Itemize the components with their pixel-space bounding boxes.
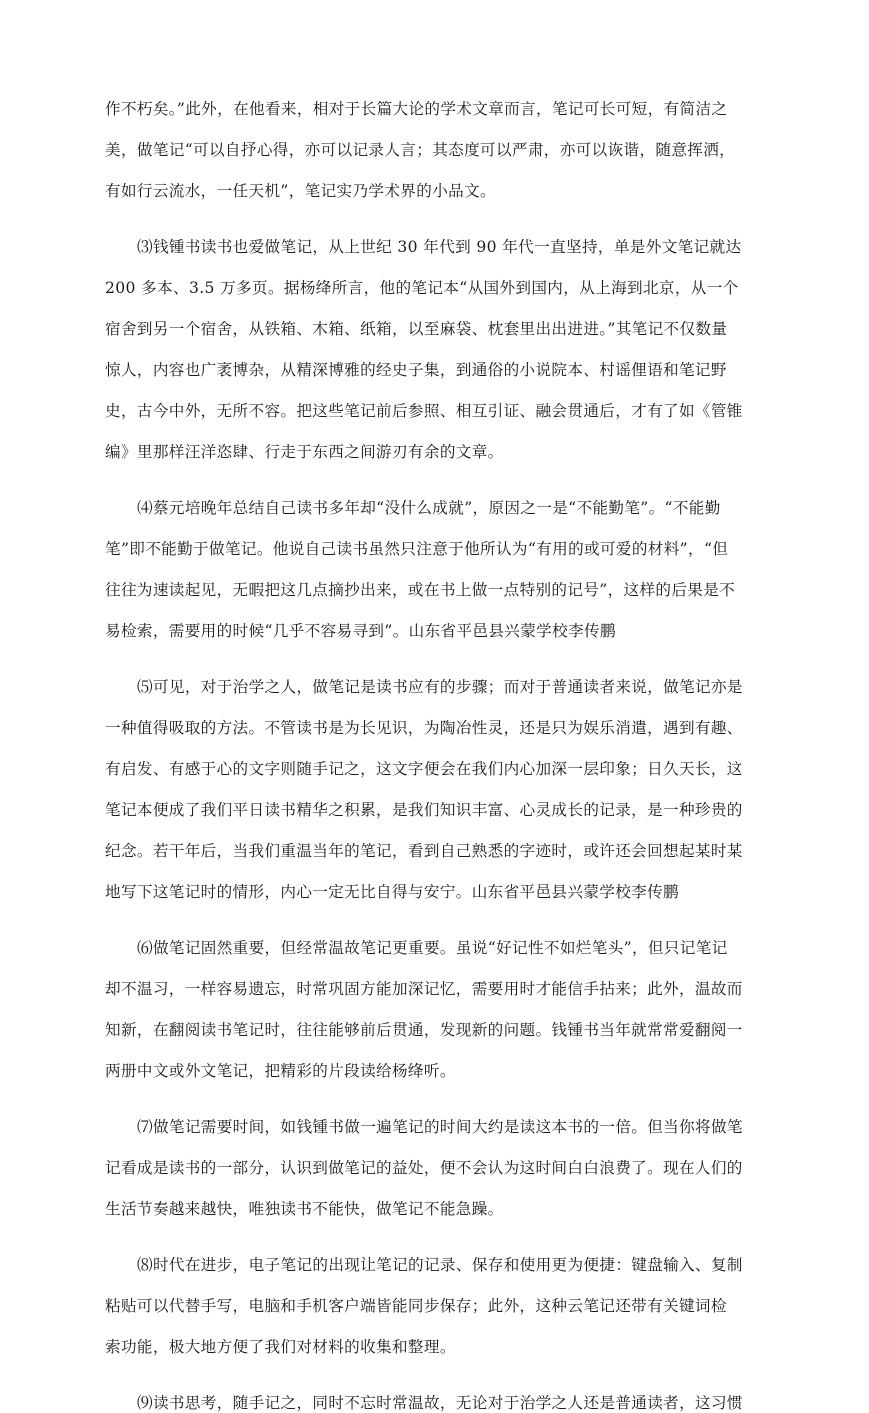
paragraph-first-line: ⑹做笔记固然重要，但经常温故笔记更重要。虽说“好记性不如烂笔头”，但只记笔记 — [137, 939, 728, 957]
text-line: 记看成是读书的一部分，认识到做笔记的益处，便不会认为这时间白白浪费了。现在人们的 — [105, 1159, 743, 1177]
text-line: 地写下这笔记时的情形，内心一定无比自得与安宁。山东省平邑县兴蒙学校李传鹏 — [105, 883, 679, 901]
text-line: 纪念。若干年后，当我们重温当年的笔记，看到自己熟悉的字迹时，或许还会回想起某时某 — [105, 842, 743, 860]
text-line: 两册中文或外文笔记，把精彩的片段读给杨绛听。 — [105, 1062, 456, 1080]
text-line: 史，古今中外，无所不容。把这些笔记前后参照、相互引证、融会贯通后，才有了如《管锥 — [105, 402, 743, 420]
text-line: 美，做笔记“可以自抒心得，亦可以记录人言；其态度可以严肃，亦可以诙谐，随意挥洒， — [105, 141, 736, 159]
paragraph-first-line: ⑸可见，对于治学之人，做笔记是读书应有的步骤；而对于普通读者来说，做笔记亦是 — [137, 678, 743, 696]
text-line: 宿舍到另一个宿舍，从铁箱、木箱、纸箱，以至麻袋、枕套里出出进进。”其笔记不仅数量 — [105, 320, 728, 338]
text-line: 生活节奏越来越快，唯独读书不能快，做笔记不能急躁。 — [105, 1200, 504, 1218]
text-line: 往往为速读起见，无暇把这几点摘抄出来，或在书上做一点特别的记号”，这样的后果是不 — [105, 581, 736, 599]
paragraph-first-line: ⑺做笔记需要时间，如钱锺书做一遍笔记的时间大约是读这本书的一倍。但当你将做笔 — [137, 1118, 743, 1136]
text-line: 易检索，需要用的时候“几乎不容易寻到”。山东省平邑县兴蒙学校李传鹏 — [105, 622, 616, 640]
text-line: 作不朽矣。”此外，在他看来，相对于长篇大论的学术文章而言，笔记可长可短，有简洁之 — [105, 100, 728, 118]
paragraph-first-line: ⑷蔡元培晚年总结自己读书多年却“没什么成就”，原因之一是“不能勤笔”。“不能勤 — [137, 499, 721, 517]
text-line: 有启发、有感于心的文字则随手记之，这文字便会在我们内心加深一层印象；日久天长，这 — [105, 760, 743, 778]
paragraph-first-line: ⑶钱锺书读书也爱做笔记，从上世纪 30 年代到 90 年代一直坚持，单是外文笔记就达 — [137, 238, 742, 256]
text-line: 知新，在翻阅读书笔记时，往往能够前后贯通，发现新的问题。钱锺书当年就常常爱翻阅一 — [105, 1021, 743, 1039]
text-line: 一种值得吸取的方法。不管读书是为长见识，为陶冶性灵，还是只为娱乐消遣，遇到有趣、 — [105, 719, 743, 737]
text-line: 有如行云流水，一任天机”，笔记实乃学术界的小品文。 — [105, 182, 496, 200]
text-line: 粘贴可以代替手写，电脑和手机客户端皆能同步保存；此外，这种云笔记还带有关键词检 — [105, 1297, 727, 1315]
text-line: 惊人，内容也广袤博杂，从精深博雅的经史子集，到通俗的小说院本、村谣俚语和笔记野 — [105, 361, 727, 379]
text-line: 笔”即不能勤于做笔记。他说自己读书虽然只注意于他所认为“有用的或可爱的材料”，“但 — [105, 540, 729, 558]
paragraph-first-line: ⑼读书思考，随手记之，同时不忘时常温故，无论对于治学之人还是普通读者，这习惯 — [137, 1394, 743, 1412]
paragraph-first-line: ⑻时代在进步，电子笔记的出现让笔记的记录、保存和使用更为便捷：键盘输入、复制 — [137, 1256, 743, 1274]
text-line: 编》里那样汪洋恣肆、行走于东西之间游刃有余的文章。 — [105, 443, 504, 461]
text-line: 却不温习，一样容易遗忘，时常巩固方能加深记忆，需要用时才能信手拈来；此外，温故而 — [105, 980, 743, 998]
text-line: 笔记本便成了我们平日读书精华之积累，是我们知识丰富、心灵成长的记录，是一种珍贵的 — [105, 801, 743, 819]
text-line: 200 多本、3.5 万多页。据杨绛所言，他的笔记本“从国外到国内，从上海到北京，从一个 — [105, 279, 739, 297]
text-line: 索功能，极大地方便了我们对材料的收集和整理。 — [105, 1338, 456, 1356]
